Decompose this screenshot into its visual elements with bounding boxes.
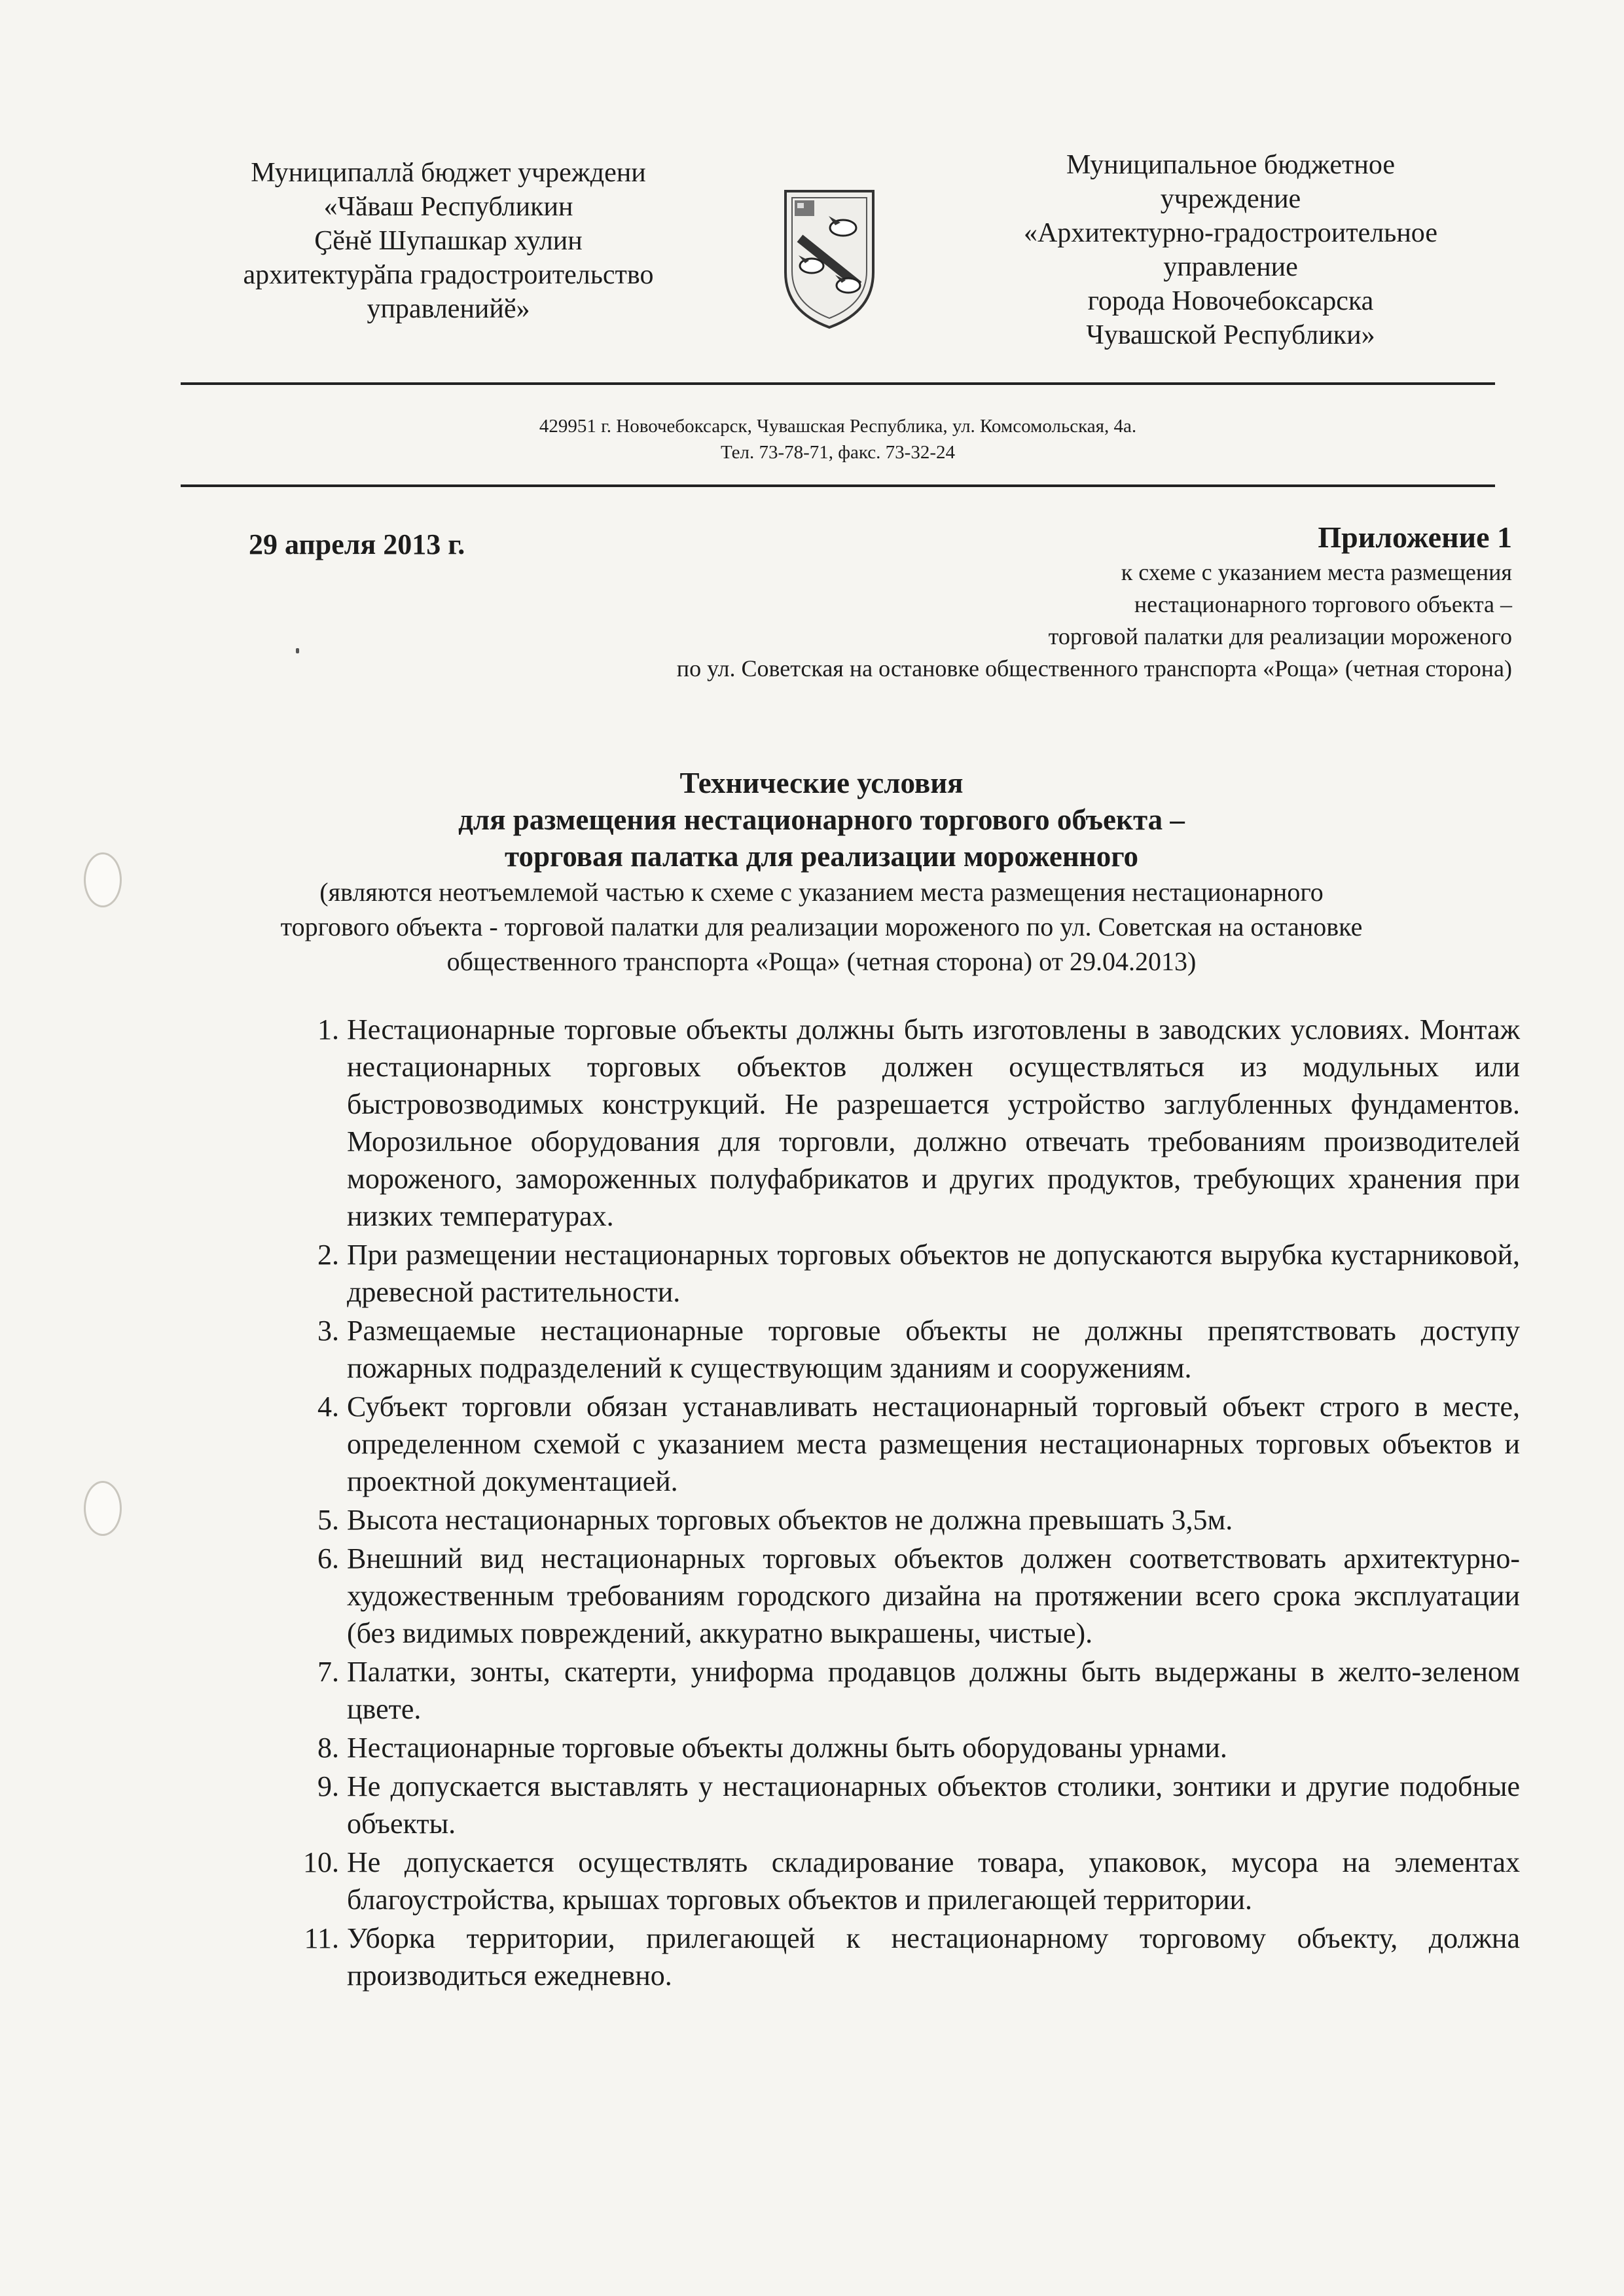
condition-number: 1. xyxy=(317,1013,339,1046)
condition-text: При размещении нестационарных торговых объектов не допускаются вырубка кустарниковой, древесной растительности. xyxy=(347,1239,1520,1308)
condition-number: 8. xyxy=(317,1732,339,1764)
condition-text: Нестационарные торговые объекты должны быть оборудованы урнами. xyxy=(347,1732,1227,1764)
condition-text: Субъект торговли обязан устанавливать нестационарный торговый объект строго в месте, определенном схемой с указанием места размещения нестационарных торговых объектов и проектной документацией. xyxy=(347,1391,1520,1497)
condition-text: Не допускается осуществлять складирование товара, упаковок, мусора на элементах благоустройства, крышах торговых объектов и прилегающей территории. xyxy=(347,1846,1520,1916)
condition-number: 11. xyxy=(304,1922,339,1954)
condition-text: Нестационарные торговые объекты должны быть изготовлены в заводских условиях. Монтаж нестационарных торговых объектов должен осуществляться из модульных или быстровозводимых конструкций. Не разрешается устройство заглубленных фундаментов. Морозильное оборудования для торговли, должно отвечать требованиям производителей мороженого, замороженных полуфабрикатов и других продуктов, требующих хранения при низких температурах. xyxy=(347,1013,1520,1232)
condition-item xyxy=(281,1920,1520,1994)
organization-phone: Тел. 73-78-71, факс. 73-32-24 xyxy=(721,442,955,463)
condition-item xyxy=(281,1653,1520,1728)
document-title-line: для размещения нестационарного торгового объекта – xyxy=(458,803,1185,836)
condition-item xyxy=(281,1236,1520,1311)
condition-number: 5. xyxy=(317,1504,339,1536)
condition-number: 10. xyxy=(303,1846,339,1878)
header-divider xyxy=(181,382,1495,385)
city-coat-of-arms-icon xyxy=(780,187,878,331)
condition-item xyxy=(281,1844,1520,1918)
address-divider xyxy=(181,484,1495,487)
condition-number: 7. xyxy=(317,1656,339,1688)
header-right-line: Муниципальное бюджетное xyxy=(1066,150,1395,180)
scan-speck xyxy=(296,648,299,653)
condition-item xyxy=(281,1312,1520,1387)
condition-item xyxy=(281,1501,1520,1539)
appendix-title: Приложение 1 xyxy=(1318,520,1512,554)
organization-address: 429951 г. Новочебоксарск, Чувашская Республика, ул. Комсомольская, 4а. xyxy=(539,416,1137,437)
header-left-line: архитектурӑпа градостроительство xyxy=(243,260,654,290)
condition-number: 4. xyxy=(317,1391,339,1423)
header-left-line: Ҫӗнӗ Шупашкар хулин xyxy=(314,226,583,256)
condition-number: 3. xyxy=(317,1315,339,1347)
condition-item xyxy=(281,1388,1520,1500)
condition-text: Палатки, зонты, скатерти, униформа продавцов должны быть выдержаны в желто-зеленом цвете. xyxy=(347,1656,1520,1725)
condition-item xyxy=(281,1729,1520,1766)
header-right-line: «Архитектурно-градостроительное xyxy=(1024,218,1437,248)
header-left-line: «Чӑваш Республикин xyxy=(323,192,573,222)
header-right-line: управление xyxy=(1163,252,1298,282)
header-right-line: города Новочебоксарска xyxy=(1087,286,1374,316)
document-subtitle-line: торгового объекта - торговой палатки для реализации мороженого по ул. Советская на остановке xyxy=(280,912,1363,941)
document-title-block xyxy=(216,765,1427,979)
document-subtitle-line: общественного транспорта «Роща» (четная сторона) от 29.04.2013) xyxy=(446,947,1197,976)
condition-item xyxy=(281,1540,1520,1652)
conditions-list xyxy=(281,1011,1520,1995)
header-left-line: управленийӗ» xyxy=(367,294,530,324)
appendix-line: нестационарного торгового объекта – xyxy=(1134,591,1512,617)
header-left-line: Муниципаллӑ бюджет учреждени xyxy=(251,158,646,188)
header-right-line: учреждение xyxy=(1160,184,1301,214)
condition-number: 9. xyxy=(317,1770,339,1802)
appendix-line: по ул. Советская на остановке общественного транспорта «Роща» (четная сторона) xyxy=(676,655,1512,682)
appendix-block xyxy=(465,519,1512,685)
condition-text: Размещаемые нестационарные торговые объекты не должны препятствовать доступу пожарных подразделений к существующим зданиям и сооружениям. xyxy=(347,1315,1520,1384)
appendix-line: торговой палатки для реализации мороженого xyxy=(1048,623,1512,649)
punch-hole xyxy=(84,852,122,907)
punch-hole xyxy=(84,1481,122,1536)
document-date: 29 апреля 2013 г. xyxy=(249,528,465,560)
document-subtitle-line: (являются неотъемлемой частью к схеме с указанием места размещения нестационарного xyxy=(319,877,1324,907)
appendix-line: к схеме с указанием места размещения xyxy=(1121,559,1512,585)
condition-item xyxy=(281,1011,1520,1235)
condition-number: 6. xyxy=(317,1542,339,1575)
condition-item xyxy=(281,1768,1520,1842)
header-right-line: Чувашской Республики» xyxy=(1086,320,1375,350)
condition-text: Высота нестационарных торговых объектов не должна превышать 3,5м. xyxy=(347,1504,1233,1536)
condition-text: Внешний вид нестационарных торговых объектов должен соответствовать архитектурно-художественным требованиям городского дизайна на протяжении всего срока эксплуатации (без видимых повреждений, аккуратно выкрашены, чистые). xyxy=(347,1542,1520,1649)
condition-text: Не допускается выставлять у нестационарных объектов столики, зонтики и другие подобные объекты. xyxy=(347,1770,1520,1840)
condition-text: Уборка территории, прилегающей к нестационарному торговому объекту, должна производиться ежедневно. xyxy=(347,1922,1520,1992)
document-title-line: торговая палатка для реализации мороженного xyxy=(504,840,1139,873)
document-title-line: Технические условия xyxy=(679,767,964,799)
header-left-block xyxy=(190,156,707,326)
condition-number: 2. xyxy=(317,1239,339,1271)
header-right-block xyxy=(969,148,1492,352)
